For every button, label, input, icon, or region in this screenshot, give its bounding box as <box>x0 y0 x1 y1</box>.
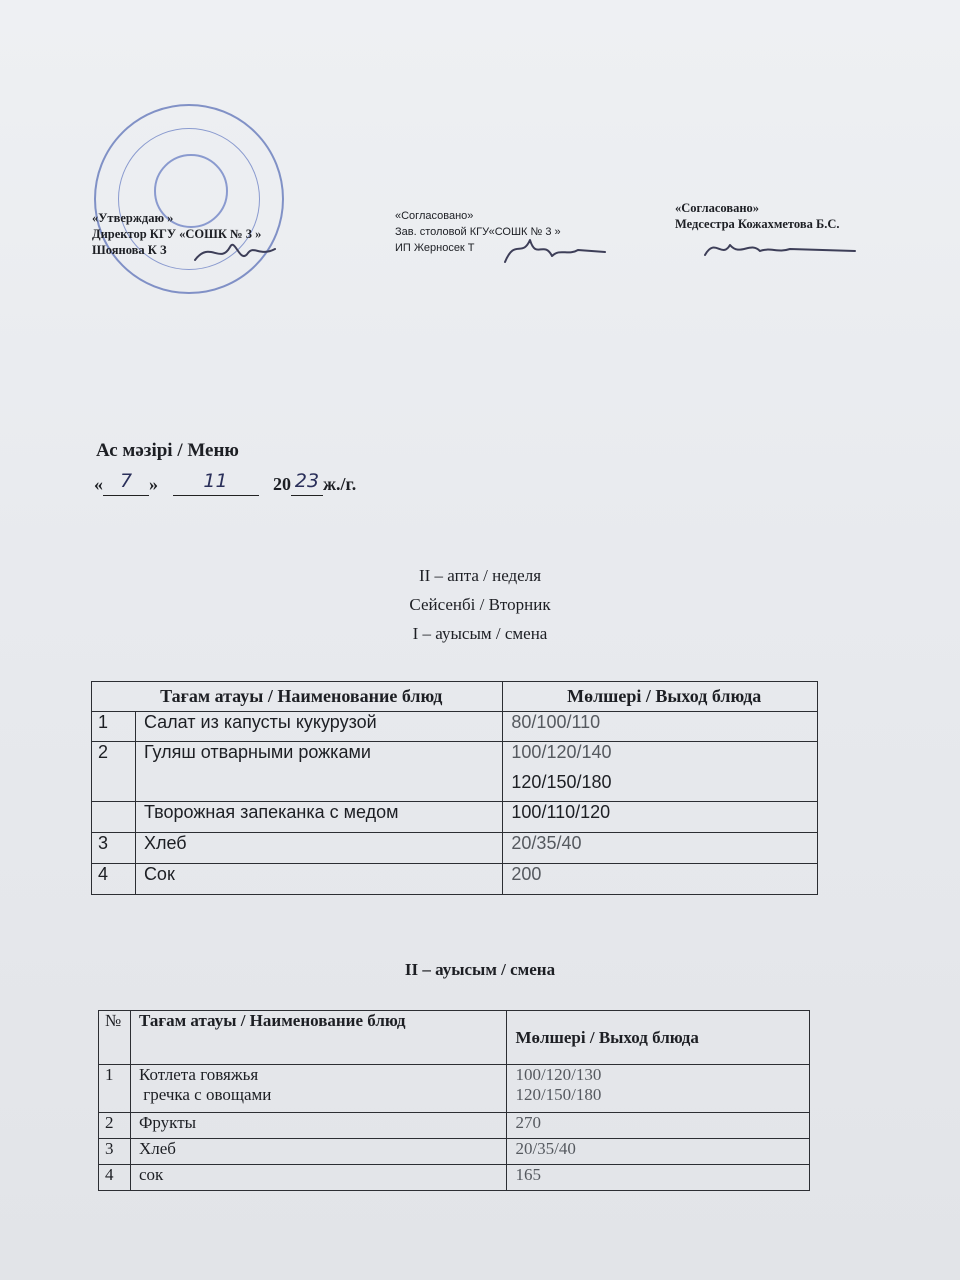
table-row <box>92 742 818 802</box>
row-number: 4 <box>99 1165 131 1191</box>
shift1-header-name: Тағам атауы / Наименование блюд <box>92 682 503 712</box>
approval-nurse <box>675 200 840 232</box>
dish-name: Фрукты <box>130 1113 506 1139</box>
canteen-signature <box>500 230 610 270</box>
date-year-blank <box>291 470 323 496</box>
dish-name: Хлеб <box>130 1139 506 1165</box>
shift1-header-row <box>92 682 818 712</box>
dish-name: Котлета говяжья <box>138 1065 259 1084</box>
approval-director-line1: «Утверждаю » <box>92 211 174 225</box>
date-close-quote: » <box>149 474 158 494</box>
row-number: 1 <box>92 712 136 742</box>
director-signature <box>190 235 280 275</box>
approval-director-line3: Шоянова К З <box>92 243 167 257</box>
table-row <box>92 802 818 833</box>
date-year-prefix: 20 <box>273 474 291 494</box>
dish-portion: 20/35/40 <box>507 1139 810 1165</box>
dish-name: Хлеб <box>135 833 502 864</box>
dish-portion: 20/35/40 <box>503 833 818 864</box>
shift2-header-number: № <box>99 1011 131 1065</box>
date-month-blank <box>173 470 259 496</box>
nurse-signature <box>700 235 860 265</box>
row-number: 2 <box>99 1113 131 1139</box>
dish-portion: 200 <box>503 864 818 895</box>
dish-name: Сок <box>135 864 502 895</box>
date-suffix: ж./г. <box>323 474 357 494</box>
approval-canteen-line3: ИП Жерносек Т <box>395 242 475 254</box>
approval-nurse-line1: «Согласовано» <box>675 201 760 215</box>
shift2-title: II – ауысым / смена <box>404 960 556 979</box>
dish-name-alt: гречка с овощами <box>138 1085 272 1104</box>
table-row <box>99 1165 810 1191</box>
table-row <box>99 1113 810 1139</box>
week-title: II – апта / неделя <box>418 566 542 585</box>
dish-name: Творожная запеканка с медом <box>135 802 502 833</box>
dish-name-cell <box>130 1065 506 1113</box>
row-number: 2 <box>92 742 136 802</box>
row-number: 3 <box>92 833 136 864</box>
menu-title: Ас мәзірі / Меню <box>96 440 239 461</box>
table-row <box>99 1139 810 1165</box>
shift2-header-portion: Мөлшері / Выход блюда <box>507 1011 810 1065</box>
date-year-suffix: 23 <box>294 470 320 492</box>
dish-portion: 165 <box>507 1165 810 1191</box>
day-title: Сейсенбі / Вторник <box>409 595 551 614</box>
table-row <box>99 1065 810 1113</box>
approval-nurse-line2: Медсестра Кожахметова Б.С. <box>675 217 840 231</box>
dish-portion: 80/100/110 <box>503 712 818 742</box>
approval-director-line2: Директор КГУ «СОШК № 3 » <box>92 227 262 241</box>
dish-portion: 100/110/120 <box>503 802 818 833</box>
dish-name: Гуляш отварными рожками <box>135 742 502 802</box>
table-row <box>92 712 818 742</box>
date-day: 7 <box>119 470 133 492</box>
shift2-header-name: Тағам атауы / Наименование блюд <box>130 1011 506 1065</box>
row-number: 3 <box>99 1139 131 1165</box>
dish-portion-alt: 120/150/180 <box>511 772 612 792</box>
shift1-table <box>91 681 818 895</box>
dish-portion: 100/120/130 <box>515 1065 602 1084</box>
dish-portion-cell <box>507 1065 810 1113</box>
dish-portion-cell <box>503 742 818 802</box>
dish-portion: 270 <box>507 1113 810 1139</box>
shift1-title: I – ауысым / смена <box>412 624 548 643</box>
dish-portion: 100/120/140 <box>511 742 612 762</box>
shift2-table <box>98 1010 810 1191</box>
dish-name: сок <box>130 1165 506 1191</box>
dish-portion-alt: 120/150/180 <box>515 1085 602 1104</box>
table-row <box>92 833 818 864</box>
menu-date <box>94 470 357 496</box>
shift2-header-row <box>99 1011 810 1065</box>
approval-canteen-line2: Зав. столовой КГУ«СОШК № 3 » <box>395 226 561 238</box>
dish-name: Салат из капусты кукурузой <box>135 712 502 742</box>
row-number: 4 <box>92 864 136 895</box>
shift1-header-portion: Мөлшері / Выход блюда <box>503 682 818 712</box>
approval-canteen-line1: «Согласовано» <box>395 210 474 222</box>
date-day-blank <box>103 470 149 496</box>
date-open-quote: « <box>94 474 103 494</box>
date-month: 11 <box>203 470 228 492</box>
row-number <box>92 802 136 833</box>
table-row <box>92 864 818 895</box>
row-number: 1 <box>99 1065 131 1113</box>
